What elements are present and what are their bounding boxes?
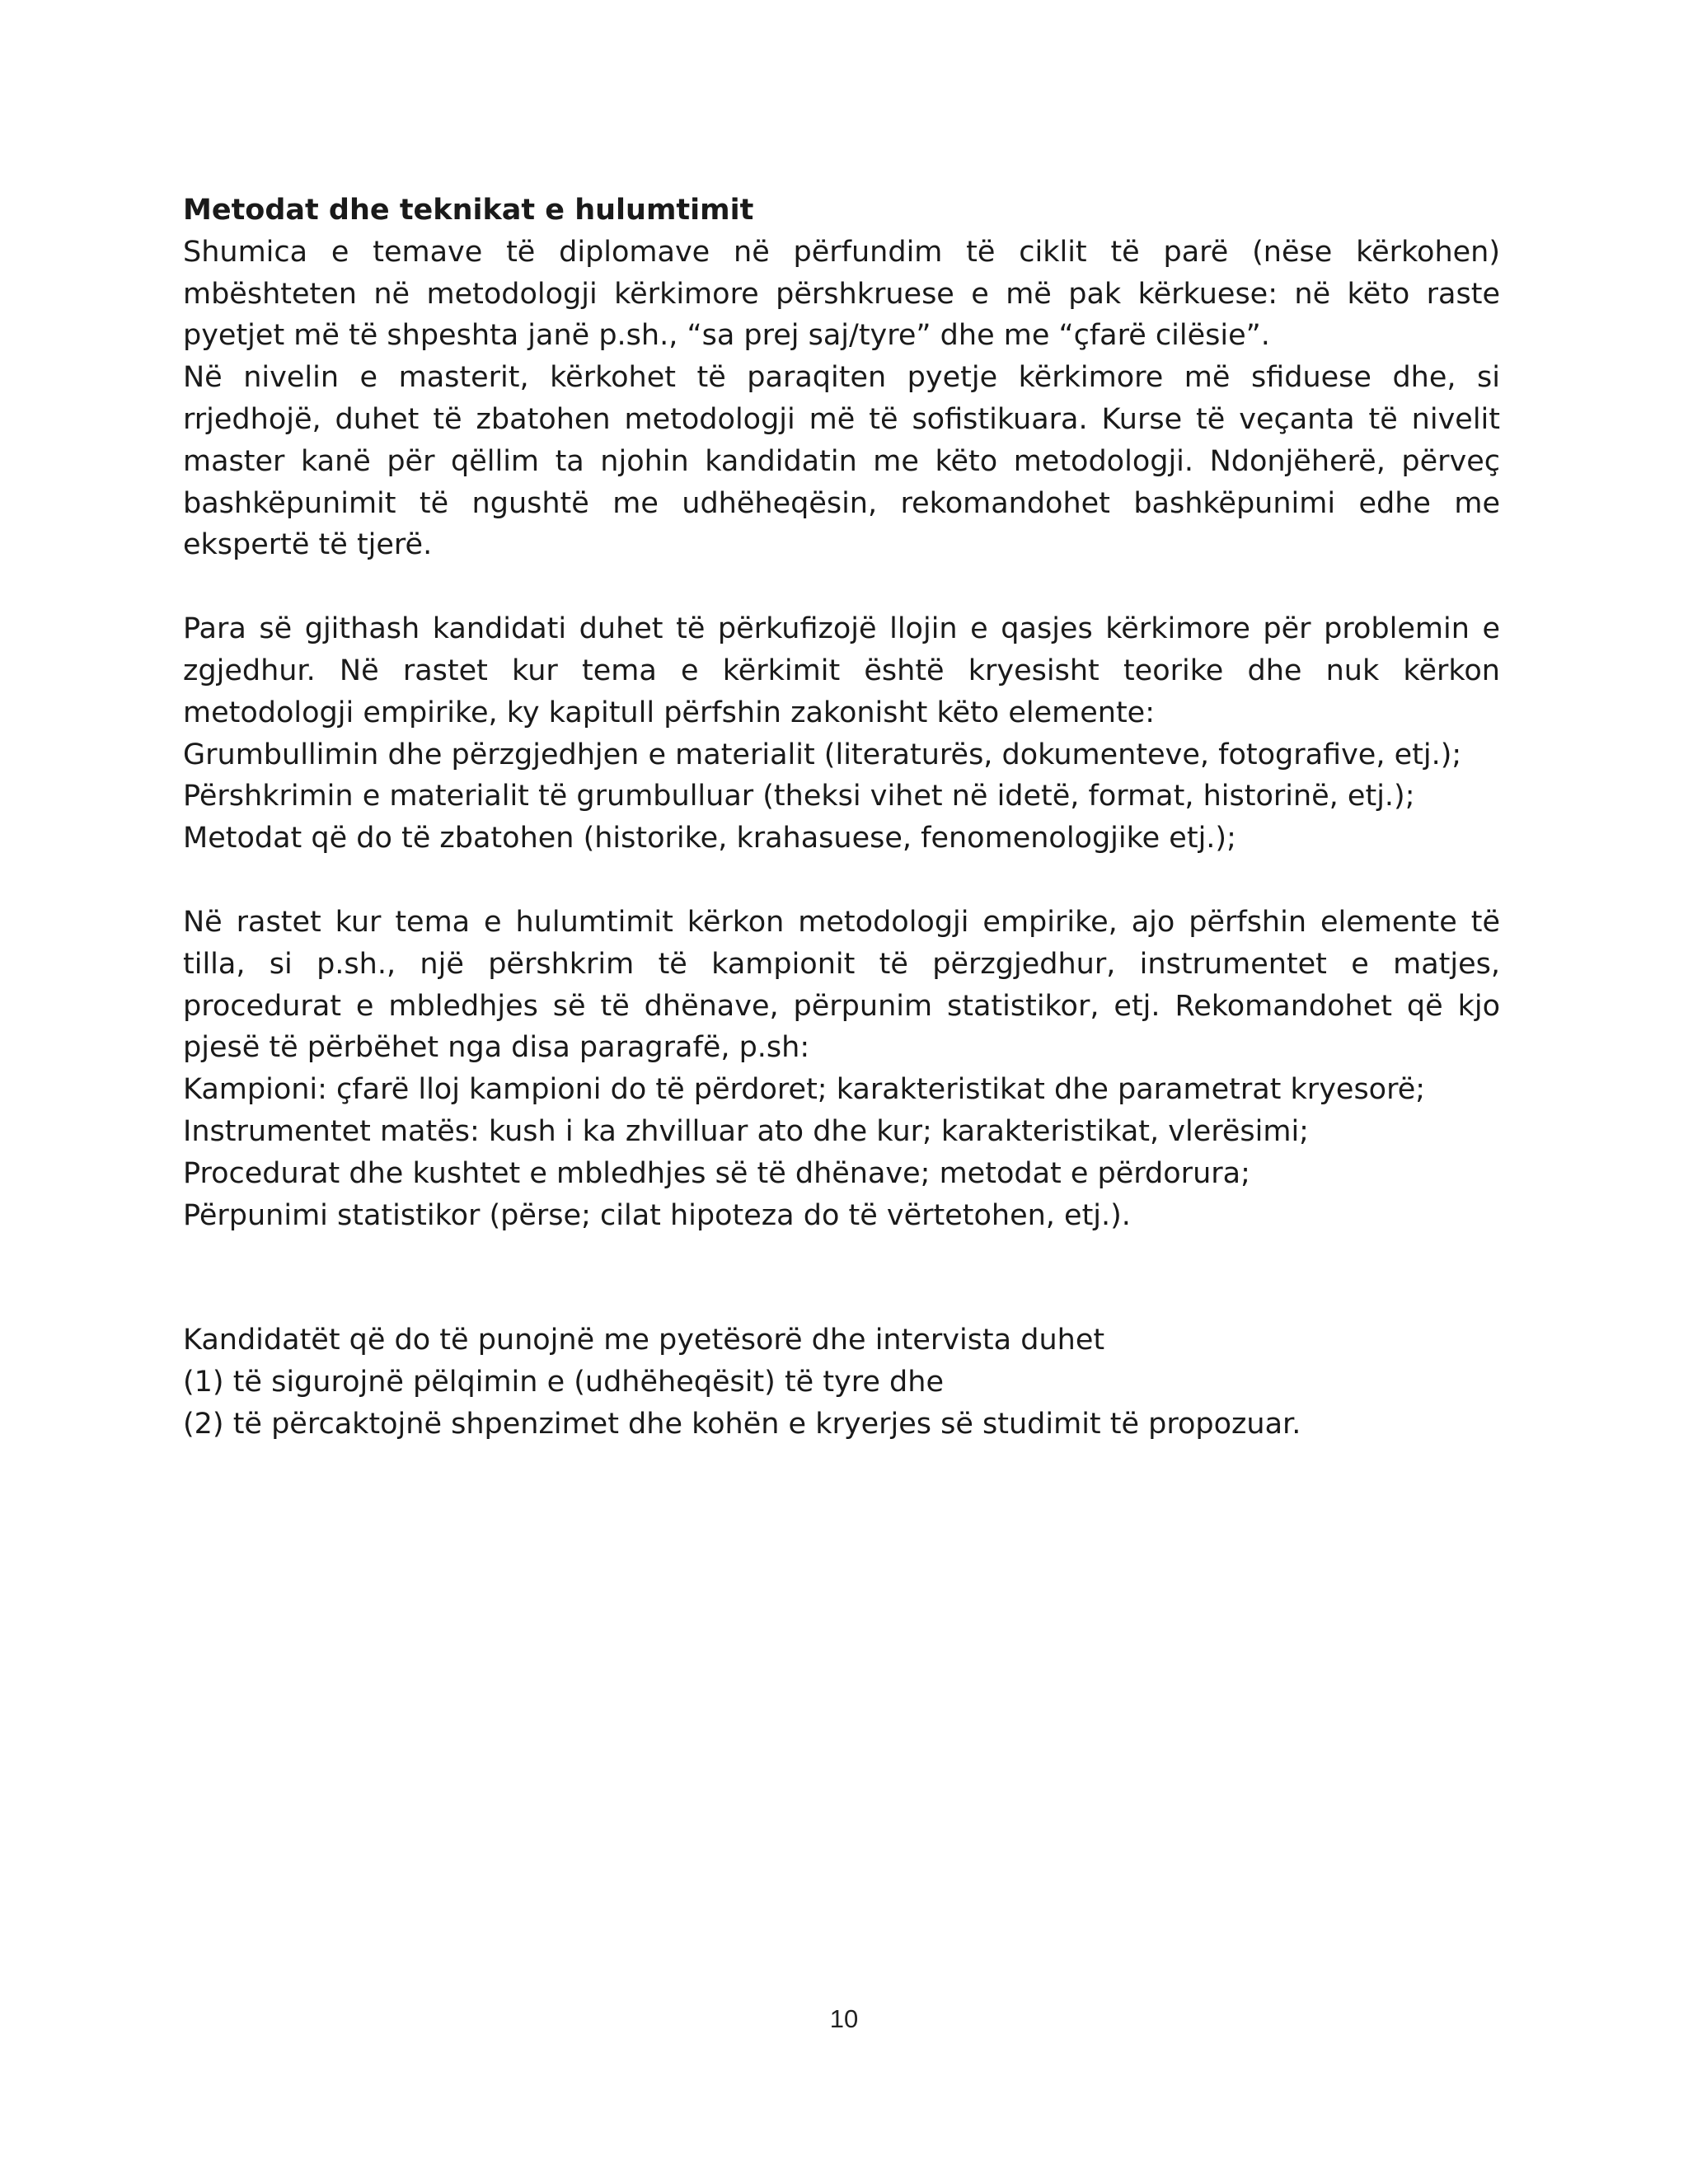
paragraph-spacer: [183, 1236, 1500, 1319]
paragraph-spacer: [183, 860, 1500, 902]
paragraph-diploma-methods: Shumica e temave të diplomave në përfundim të ciklit të parë (nëse kërkohen) mbështeten në metodologji kërkimore përshkruese e më pak kërkuese: në këto raste pyetjet më të shpeshta janë p.sh., “sa prej saj/tyre” dhe me “çfarë cilësie”.: [183, 235, 1500, 353]
list-item-statistics: Përpunimi statistikor (përse; cilat hipoteza do të vërtetohen, etj.).: [183, 1198, 1131, 1232]
paragraph-research-approach: Para së gjithash kandidati duhet të përkufizojë llojin e qasjes kërkimore për problemin e zgjedhur. Në rastet kur tema e kërkimit është kryesisht teorike dhe nuk kërkon metodologji empirike, ky kapitull përfshin zakonisht këto elemente:: [183, 612, 1500, 729]
paragraph-empirical-methodology: Në rastet kur tema e hulumtimit kërkon metodologji empirike, ajo përfshin elemente të tilla, si p.sh., një përshkrim të kampionit të përzgjedhur, instrumentet e matjes, procedurat e mbledhjes së të dhënave, përpunim statistikor, etj. Rekomandohet që kjo pjesë të përbëhet nga disa paragrafë, p.sh:: [183, 905, 1500, 1065]
section-heading: Metodat dhe teknikat e hulumtimit: [183, 194, 754, 227]
numbered-item-consent: (1) të sigurojnë pëlqimin e (udhëheqësit) të tyre dhe: [183, 1366, 944, 1399]
numbered-item-costs: (2) të përcaktojnë shpenzimet dhe kohën e kryerjes së studimit të propozuar.: [183, 1407, 1301, 1441]
list-item-procedures: Procedurat dhe kushtet e mbledhjes së të dhënave; metodat e përdorura;: [183, 1156, 1250, 1190]
list-item-sample: Kampioni: çfarë lloj kampioni do të përdoret; karakteristikat dhe parametrat kryesorë;: [183, 1073, 1426, 1107]
list-item-material-collection: Grumbullimin dhe përzgjedhjen e materialit (literaturës, dokumenteve, fotografive, etj.);: [183, 738, 1462, 771]
paragraph-master-level: Në nivelin e masterit, kërkohet të paraqiten pyetje kërkimore më sfiduese dhe, si rrjedhojë, duhet të zbatohen metodologji më të sofistikuara. Kurse të veçanta të nivelit master kanë për qëllim ta njohin kandidatin me këto metodologji. Ndonjëherë, përveç bashkëpunimit të ngushtë me udhëheqësin, rekomandohet bashkëpunimi edhe me ekspertë të tjerë.: [183, 361, 1500, 562]
page-number: 10: [829, 2004, 859, 2033]
list-item-instruments: Instrumentet matës: kush i ka zhvilluar ato dhe kur; karakteristikat, vlerësimi;: [183, 1114, 1309, 1148]
paragraph-questionnaires: Kandidatët që do të punojnë me pyetësorë dhe intervista duhet: [183, 1324, 1105, 1357]
list-item-material-description: Përshkrimin e materialit të grumbulluar (theksi vihet në idetë, format, historinë, etj.);: [183, 780, 1415, 813]
list-item-methods: Metodat që do të zbatohen (historike, krahasuese, fenomenologjike etj.);: [183, 822, 1236, 855]
page-content: [183, 190, 1500, 1446]
paragraph-spacer: [183, 566, 1500, 608]
